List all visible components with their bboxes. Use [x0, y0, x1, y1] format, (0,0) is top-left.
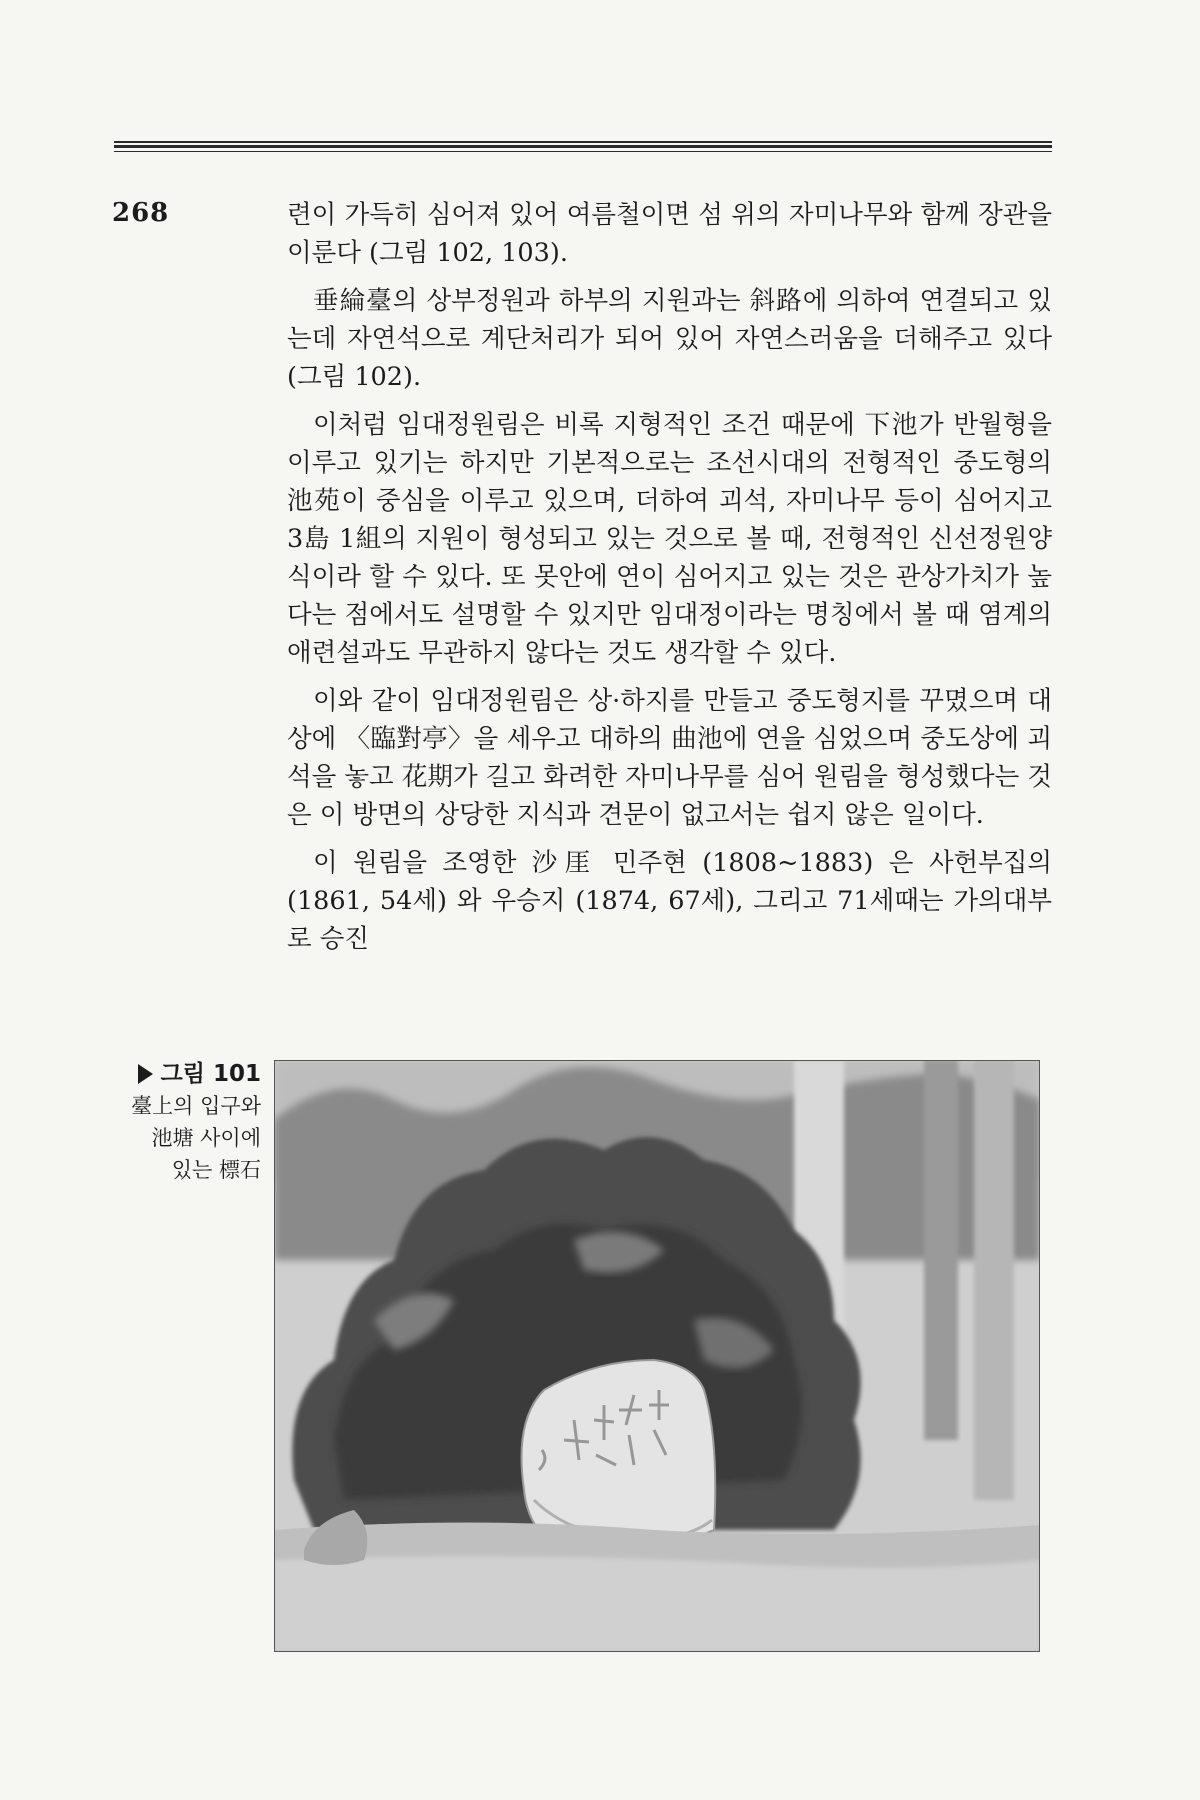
figure-caption — [96, 1058, 261, 1186]
figure-caption-line: 池塘 사이에 — [151, 1126, 261, 1150]
figure-photo — [274, 1060, 1040, 1652]
figure-caption-line: 있는 標石 — [171, 1158, 261, 1182]
header-rule-top — [114, 141, 1052, 143]
marker-stone-photo — [274, 1060, 1040, 1652]
header-rule-bottom — [114, 151, 1052, 152]
paragraph: 垂綸臺의 상부정원과 하부의 지원과는 斜路에 의하여 연결되고 있는데 자연석으로 계단처리가 되어 있어 자연스러움을 더해주고 있다 (그림 102). — [287, 286, 1052, 392]
paragraph-continued: 련이 가득히 심어져 있어 여름철이면 섬 위의 자미나무와 함께 장관을 이룬다 (그림 102, 103). — [287, 200, 1052, 268]
figure-label: 그림 101 — [160, 1061, 261, 1087]
triangle-bullet-icon — [138, 1064, 153, 1084]
figure-caption-line: 臺上의 입구와 — [131, 1094, 261, 1118]
header-rule-middle — [114, 145, 1052, 148]
figure-caption-head — [96, 1058, 261, 1090]
paragraph: 이처럼 임대정원림은 비록 지형적인 조건 때문에 下池가 반월형을 이루고 있기는 하지만 기본적으로는 조선시대의 전형적인 중도형의 池苑이 중심을 이루고 있으며, 더하여 괴석, 자미나무 등이 심어지고 3島 1組의 지원이 형성되고 있는 것으로 볼 때, 전형적인 신선정원양식이라 할 수 있다. 또 못안에 연이 심어지고 있는 것은 관상가치가 높다는 점에서도 설명할 수 있지만 임대정이라는 명칭에서 볼 때 염계의 애련설과도 무관하지 않다는 것도 생각할 수 있다. — [287, 410, 1052, 668]
paragraph: 이 원림을 조영한 沙厓 민주현 (1808~1883) 은 사헌부집의 (1861, 54세) 와 우승지 (1874, 67세), 그리고 71세때는 가의대부로 승진 — [287, 848, 1052, 954]
paragraph: 이와 같이 임대정원림은 상·하지를 만들고 중도형지를 꾸몄으며 대상에 〈臨對亭〉을 세우고 대하의 曲池에 연을 심었으며 중도상에 괴석을 놓고 花期가 길고 화려한 자미나무를 심어 원림을 형성했다는 것은 이 방면의 상당한 지식과 견문이 없고서는 쉽지 않은 일이다. — [287, 686, 1052, 830]
body-text — [287, 196, 1052, 968]
page-number: 268 — [112, 198, 170, 228]
